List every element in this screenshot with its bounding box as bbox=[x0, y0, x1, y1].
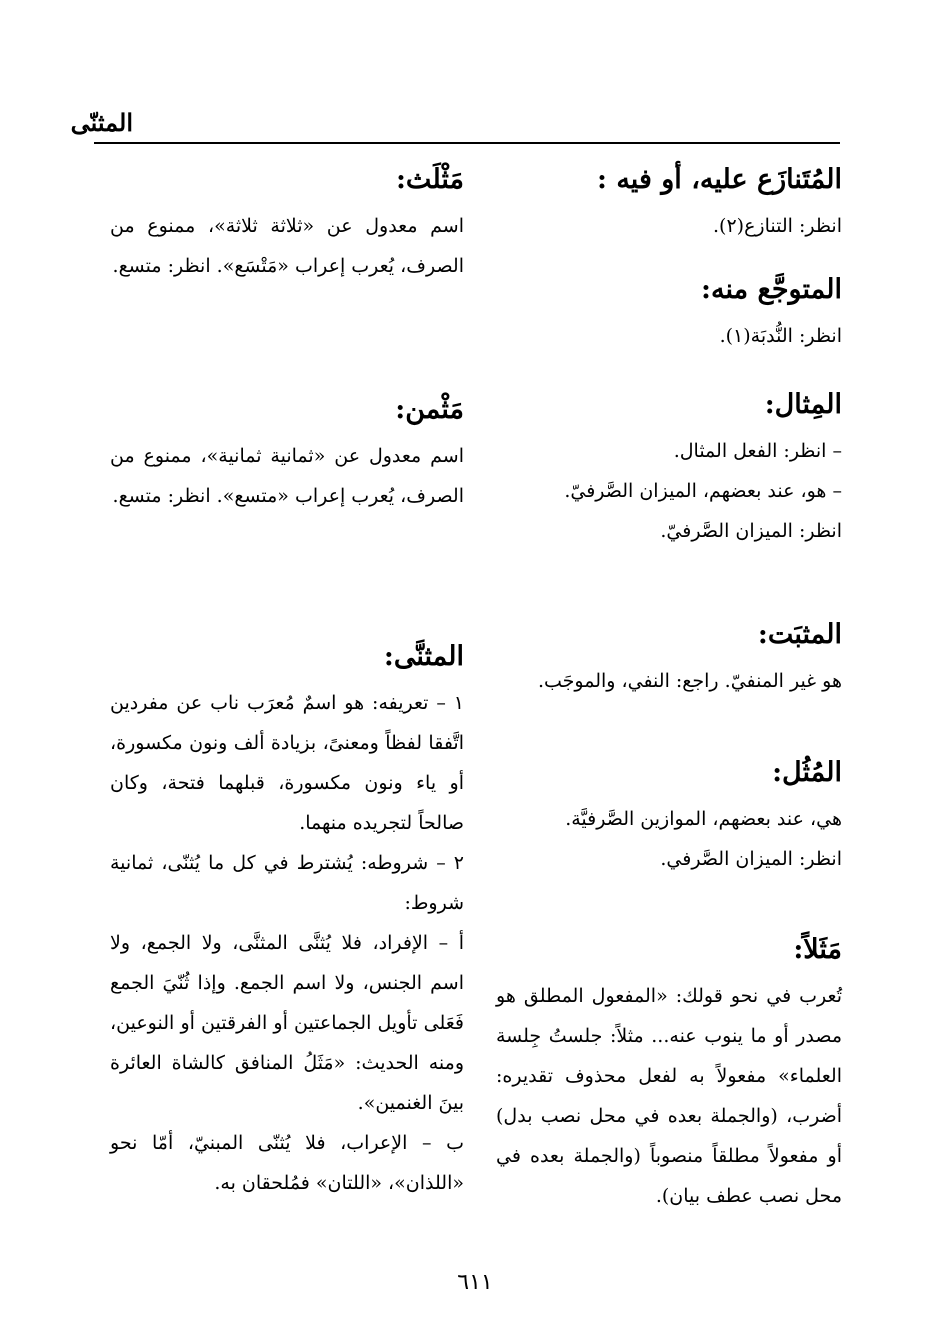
entry-body bbox=[110, 683, 464, 1203]
entry-line: اسم معدول عن «ثلاثة ثلاثة»، ممنوع من الصرف، يُعرب إعراب «مَتْسَع». انظر: متسع. bbox=[110, 215, 464, 277]
entry-line: – انظر: الفعل المثال. bbox=[673, 440, 842, 462]
page-header-title: المثنّى bbox=[70, 108, 133, 137]
entry-body bbox=[110, 206, 464, 286]
entry-line: تُعرب في نحو قولك: «المفعول المطلق هو مصدر أو ما ينوب عنه... مثلاً: جلستُ جِلسة العلماء» مفعولاً به لفعل محذوف تقديره: أضرب، (والجملة بعده في محل نصب بدل) أو مفعولاً مطلقاً منصوباً (والجملة بعده في محل نصب عطف بيان). bbox=[496, 985, 842, 1207]
entry-line: ب – الإعراب، فلا يُثنّى المبنيّ، أمّا نحو «اللذان»، «اللتان» فمُلحقان به. bbox=[110, 1132, 464, 1194]
entry-line: أ – الإفراد، فلا يُثنَّى المثنَّى، ولا الجمع، ولا اسم الجنس، ولا اسم الجمع. وإذا ثُنّيَ الجمع فَعَلى تأويل الجماعتين أو الفرقتين أو النوعين، ومنه الحديث: «مَثَلُ المنافق كالشاة العائرة بينَ الغنمين». bbox=[110, 932, 464, 1114]
entry-line: هو غير المنفيّ. راجع: النفي، والموجَب. bbox=[537, 670, 842, 692]
entry-heading: مَثَلاً: bbox=[793, 934, 842, 965]
entry-body bbox=[496, 206, 842, 246]
entry-line: انظر: التنازع(٢). bbox=[713, 215, 842, 237]
entry-heading: المتوجَّع منه: bbox=[701, 274, 842, 305]
entry-mutanaza bbox=[496, 160, 842, 246]
entry-heading: المِثال: bbox=[764, 389, 842, 420]
entry-heading: المُتَنازَع عليه، أو فيه : bbox=[596, 164, 842, 195]
entry-mathalan bbox=[496, 930, 842, 1216]
entry-line: – هو، عند بعضهم، الميزان الصَّرفيّ. bbox=[564, 480, 842, 502]
entry-body bbox=[110, 436, 464, 516]
entry-body bbox=[496, 661, 842, 701]
page-number: ٦١١ bbox=[457, 1270, 493, 1295]
entry-body bbox=[496, 976, 842, 1216]
entry-body bbox=[496, 799, 842, 879]
entry-line: هي، عند بعضهم، الموازين الصَّرفيَّة. bbox=[565, 808, 842, 830]
entry-heading: مَثْلَث: bbox=[395, 164, 464, 195]
entry-muthanna bbox=[110, 637, 464, 1203]
entry-muthul bbox=[496, 753, 842, 879]
entry-mathlath bbox=[110, 160, 464, 286]
entry-body bbox=[496, 316, 842, 356]
entry-heading: المُثُل: bbox=[772, 757, 842, 788]
entry-line: انظر: النُّدبَة(١). bbox=[719, 325, 842, 347]
entry-mithal bbox=[496, 385, 842, 551]
entry-line: ٢ – شروطه: يُشترط في كل ما يُثنّى، ثمانية شروط: bbox=[110, 852, 464, 914]
entry-heading: المثنَّى: bbox=[383, 641, 464, 672]
entry-line: انظر: الميزان الصَّرفيّ. bbox=[660, 520, 842, 542]
entry-line: انظر: الميزان الصَّرفي. bbox=[660, 848, 842, 870]
header-rule bbox=[94, 142, 840, 144]
entry-line: اسم معدول عن «ثمانية ثمانية»، ممنوع من الصرف، يُعرب إعراب «متسع». انظر: متسع. bbox=[110, 445, 464, 507]
entry-mathman bbox=[110, 390, 464, 516]
entry-mutawajja bbox=[496, 270, 842, 356]
entry-body bbox=[496, 431, 842, 551]
entry-line: ١ – تعريفه: هو اسمٌ مُعرَب ناب عن مفردين اتَّفقا لفظاً ومعنىً، بزيادة ألف ونون مكسورة، أو ياء ونون مكسورة، قبلهما فتحة، وكان صالحاً لتجريده منهما. bbox=[110, 692, 464, 834]
entry-muthbat bbox=[496, 615, 842, 701]
entry-heading: مَثْمن: bbox=[395, 394, 464, 425]
entry-heading: المثبَت: bbox=[757, 619, 842, 650]
